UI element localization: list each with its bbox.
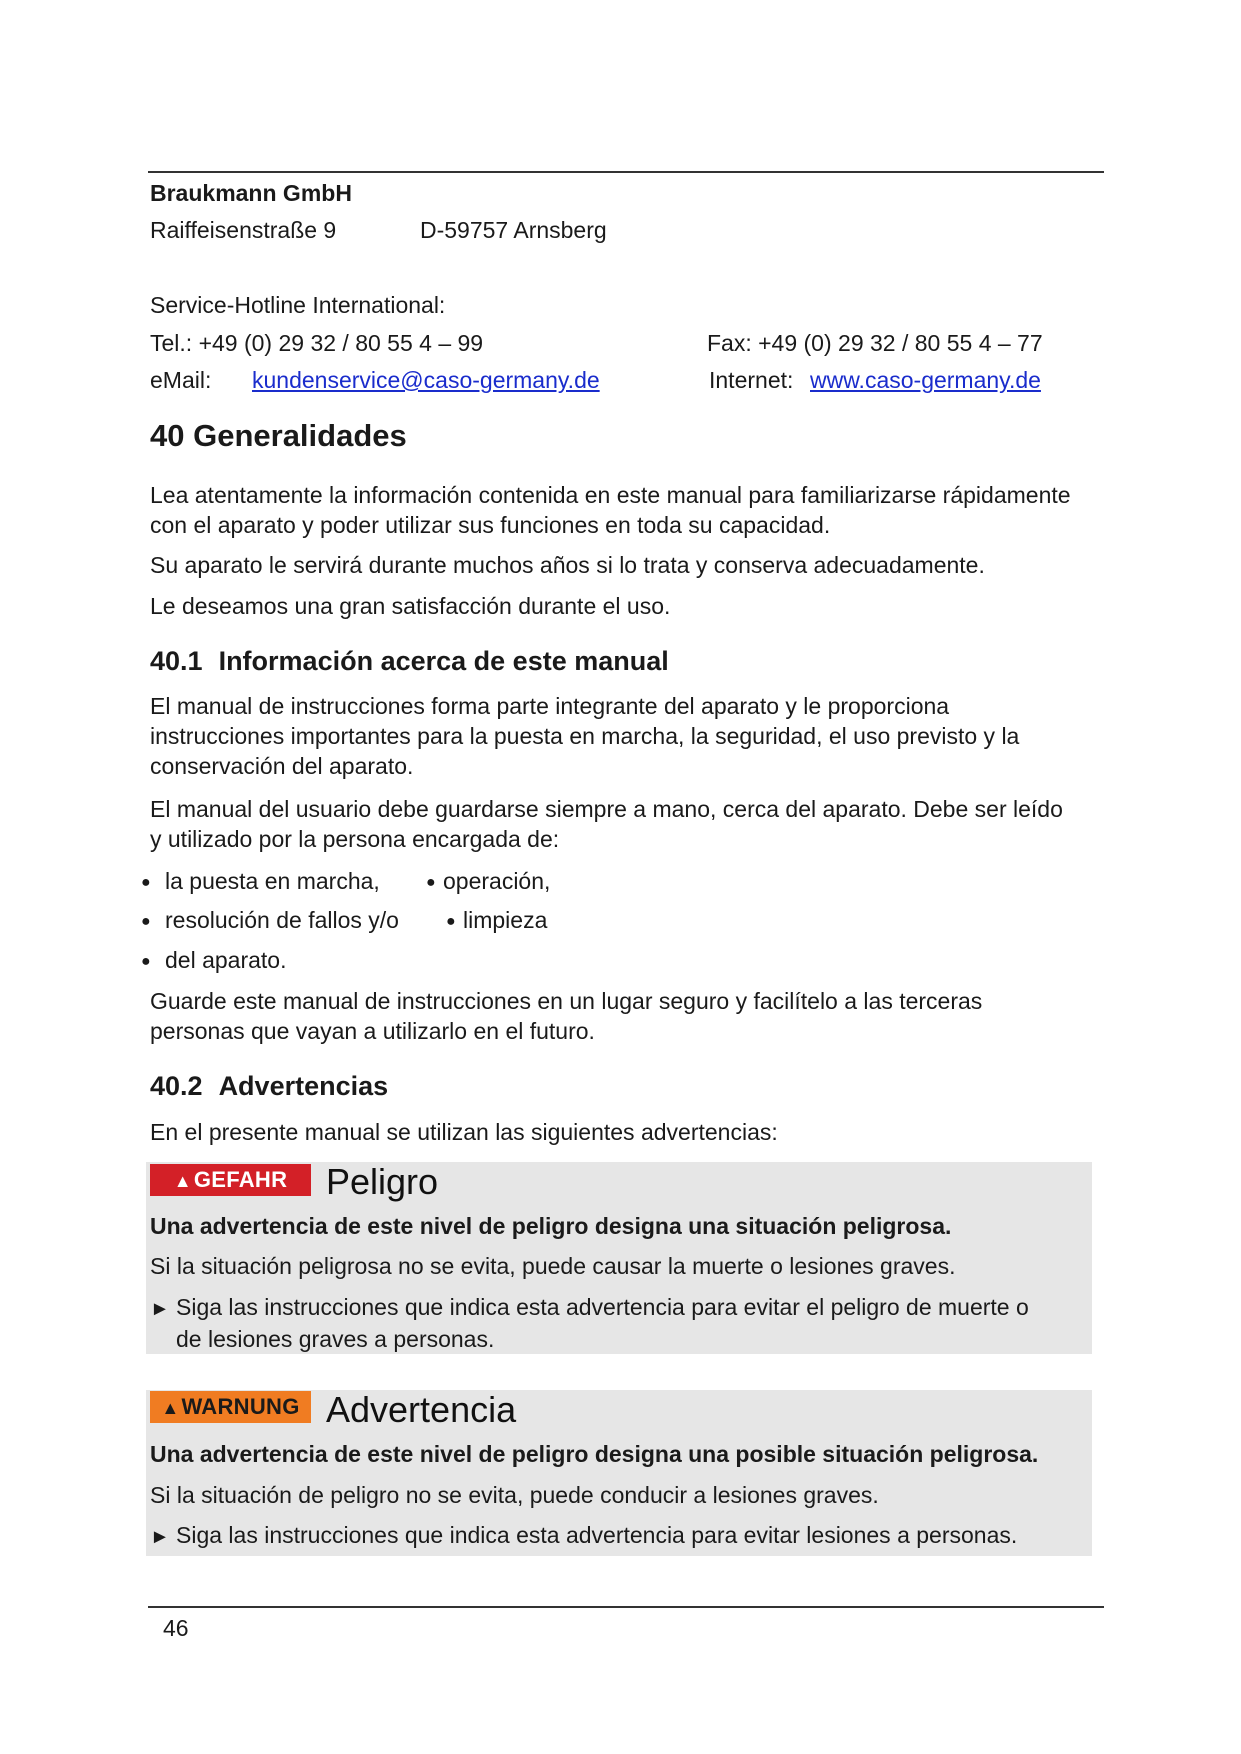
warning-signal-word: Advertencia — [326, 1389, 517, 1430]
company-name: Braukmann GmbH — [150, 180, 352, 206]
street-address: Raiffeisenstraße 9 — [150, 217, 337, 243]
section402-intro: En el presente manual se utilizan las siguientes advertencias: — [150, 1119, 778, 1145]
internet-label: Internet: — [709, 367, 794, 393]
warning-triangle-icon: ▲ — [161, 1398, 180, 1418]
header-rule — [148, 171, 1104, 173]
section401-paragraph-3: Guarde este manual de instrucciones en un lugar seguro y facilítelo a las terceras personas que vayan a utilizarlo en el futuro. — [150, 988, 983, 1044]
danger-box — [146, 1162, 1092, 1354]
list-item: ● resolución de fallos y/o — [141, 907, 399, 933]
arrow-right-icon: ► — [150, 1298, 170, 1320]
tel-number: Tel.: +49 (0) 29 32 / 80 55 4 – 99 — [150, 330, 484, 356]
section-title: Información acerca de este manual — [218, 646, 669, 676]
email-label: eMail: — [150, 367, 212, 393]
fax-number: Fax: +49 (0) 29 32 / 80 55 4 – 77 — [707, 330, 1043, 356]
warning-triangle-icon: ▲ — [173, 1171, 192, 1191]
section-number: 40.2 — [150, 1071, 203, 1101]
list-item: ● operación, — [426, 868, 551, 894]
danger-consequence: Si la situación peligrosa no se evita, puede causar la muerte o lesiones graves. — [150, 1253, 956, 1279]
section401-paragraph-1: El manual de instrucciones forma parte integrante del aparato y le proporciona instrucciones importantes para la puesta en marcha, la seguridad, el uso previsto y la conservación del aparato. — [150, 693, 1020, 779]
section40-paragraph-1: Lea atentamente la información contenida en este manual para familiarizarse rápidamente con el aparato y poder utilizar sus funciones en toda su capacidad. — [150, 482, 1071, 538]
hotline-label: Service-Hotline International: — [150, 292, 446, 318]
list-item: ● del aparato. — [141, 947, 287, 973]
warning-definition: Una advertencia de este nivel de peligro designa una posible situación peligrosa. — [150, 1441, 1039, 1467]
arrow-right-icon: ► — [150, 1526, 170, 1548]
section-title: Advertencias — [218, 1071, 389, 1101]
warning-consequence: Si la situación de peligro no se evita, puede conducir a lesiones graves. — [150, 1482, 879, 1508]
danger-definition: Una advertencia de este nivel de peligro designa una situación peligrosa. — [150, 1213, 952, 1239]
warning-instruction: ► Siga las instrucciones que indica esta advertencia para evitar lesiones a personas. — [150, 1520, 1070, 1552]
warnung-badge: ▲WARNUNG — [150, 1391, 311, 1423]
footer-rule — [148, 1606, 1104, 1608]
warning-box — [146, 1390, 1092, 1556]
gefahr-badge: ▲GEFAHR — [150, 1164, 311, 1196]
list-item: ● la puesta en marcha, — [141, 868, 380, 894]
danger-instruction: ► Siga las instrucciones que indica esta advertencia para evitar el peligro de muerte o de lesiones graves a personas. — [150, 1294, 1029, 1352]
email-link[interactable]: kundenservice@caso-germany.de — [252, 367, 600, 393]
website-link[interactable]: www.caso-germany.de — [810, 367, 1041, 393]
page-number: 46 — [163, 1615, 189, 1641]
section40-paragraph-3: Le deseamos una gran satisfacción durante el uso. — [150, 593, 671, 619]
section-heading-40: 40 Generalidades — [150, 418, 407, 453]
section-heading-40-2 — [150, 1071, 388, 1102]
section40-paragraph-2: Su aparato le servirá durante muchos años si lo trata y conserva adecuadamente. — [150, 552, 985, 578]
list-item: ● limpieza — [446, 907, 548, 933]
section-heading-40-1 — [150, 646, 669, 677]
city-address: D-59757 Arnsberg — [420, 217, 607, 243]
danger-signal-word: Peligro — [326, 1161, 439, 1202]
section401-paragraph-2: El manual del usuario debe guardarse siempre a mano, cerca del aparato. Debe ser leído y utilizado por la persona encargada de: — [150, 796, 1063, 852]
section-number: 40.1 — [150, 646, 203, 676]
